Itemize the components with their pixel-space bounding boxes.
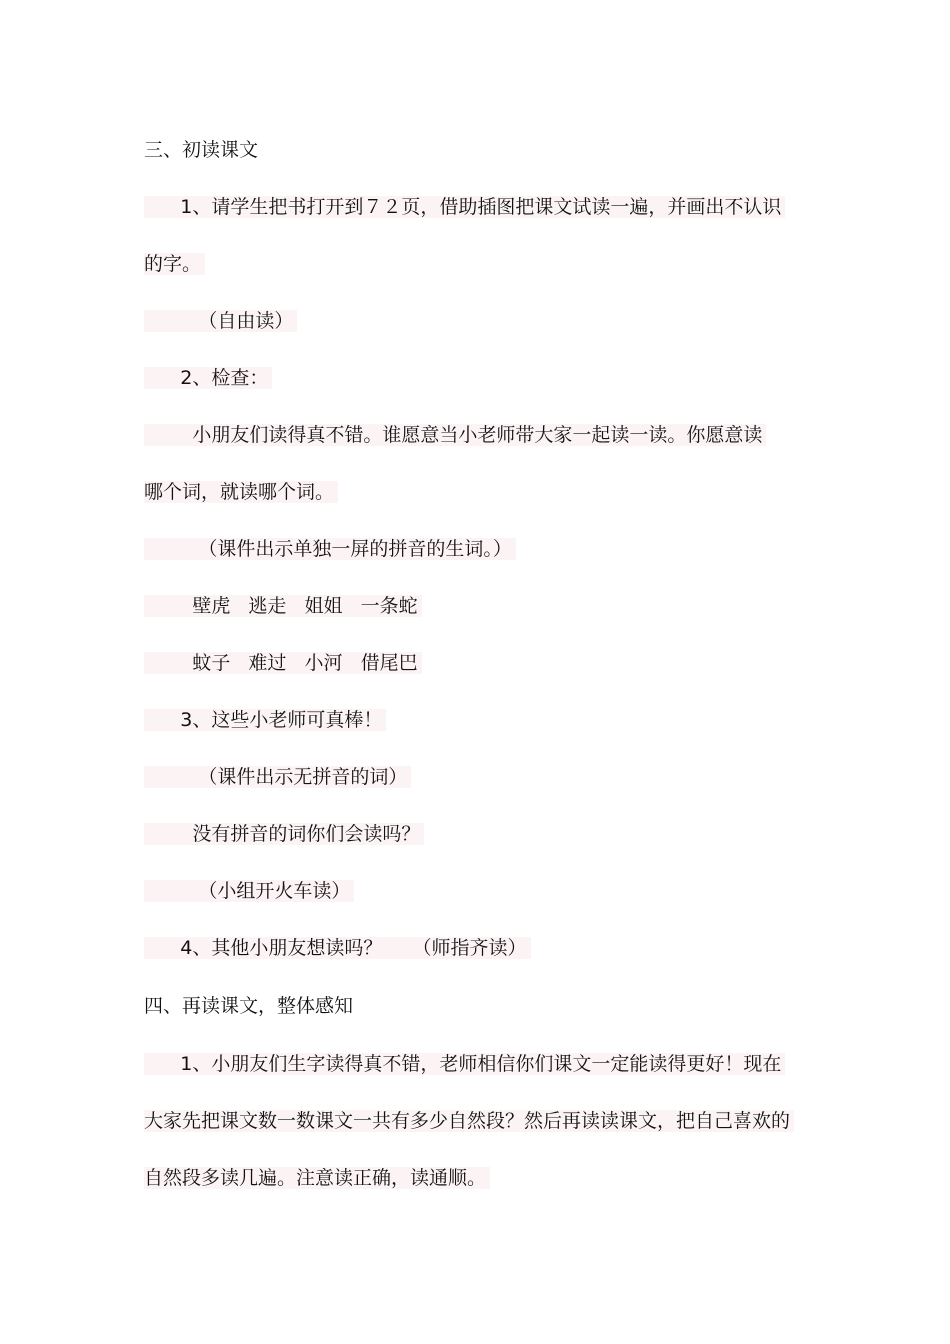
- step-1-text-cont: 的字。: [144, 253, 205, 275]
- step-2-heading: 2、检查：: [144, 367, 272, 389]
- step-1-note: （自由读）: [144, 310, 297, 332]
- step-3-note: （课件出示无拼音的词）: [144, 766, 411, 788]
- step-3-question: 没有拼音的词你们会读吗？: [144, 823, 424, 845]
- section-4-step-1-text: 1、小朋友们生字读得真不错，老师相信你们课文一定能读得更好！现在: [144, 1053, 785, 1075]
- step-1-text: 1、请学生把书打开到７２页，借助插图把课文试读一遍，并画出不认识: [144, 196, 785, 218]
- step-2-note: （课件出示单独一屏的拼音的生词。）: [144, 538, 516, 560]
- step-3-note-2: （小组开火车读）: [144, 880, 354, 902]
- section-4-heading: 四、再读课文，整体感知: [144, 995, 354, 1017]
- section-4-step-1-text-end: 自然段多读几遍。注意读正确，读通顺。: [144, 1167, 490, 1189]
- step-3-heading: 3、这些小老师可真棒！: [144, 709, 386, 731]
- step-2-text-cont: 哪个词，就读哪个词。: [144, 481, 338, 503]
- word-list-row-2: 蚊子 难过 小河 借尾巴: [144, 652, 422, 674]
- section-3-heading: 三、初读课文: [144, 139, 259, 161]
- step-2-text: 小朋友们读得真不错。谁愿意当小老师带大家一起读一读。你愿意读: [144, 424, 766, 446]
- step-4-text: 4、其他小朋友想读吗？ （师指齐读）: [144, 937, 531, 959]
- word-list-row-1: 壁虎 逃走 姐姐 一条蛇: [144, 595, 422, 617]
- section-4-step-1-text-cont: 大家先把课文数一数课文一共有多少自然段？然后再读读课文，把自己喜欢的: [144, 1110, 794, 1132]
